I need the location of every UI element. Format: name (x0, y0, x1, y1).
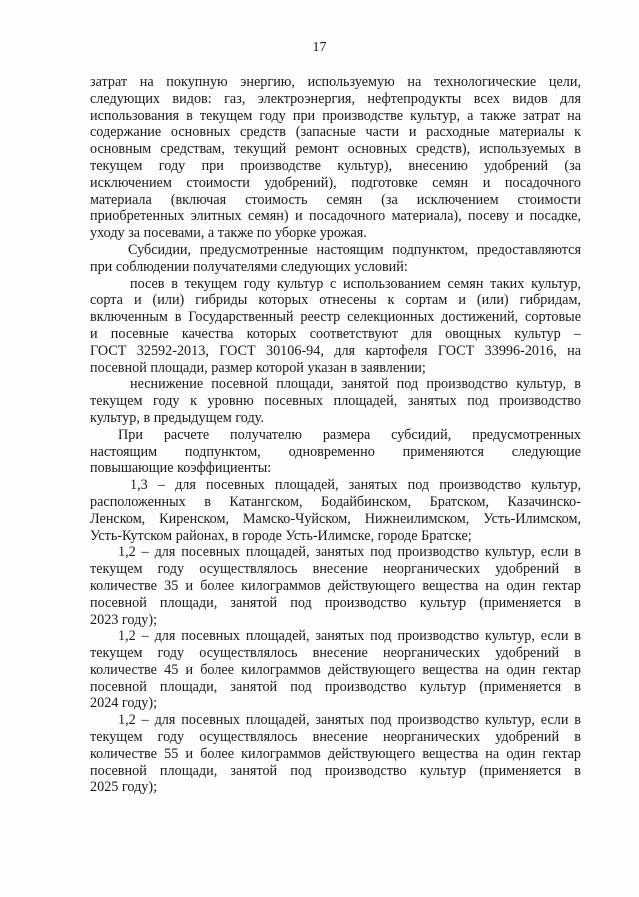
text-line: количестве 45 и более килограммов действующего вещества на один гектар (90, 661, 581, 678)
text-line: посевной площади, занятой под производство культур (применяется в (90, 678, 581, 695)
document-body (90, 74, 581, 796)
page-number: 17 (312, 40, 327, 55)
text-line: 1,3 – для посевных площадей, занятых под производство культур, (130, 477, 581, 494)
text-line: при соблюдении получателями следующих условий: (90, 258, 408, 275)
text-line: 1,2 – для посевных площадей, занятых под производство культур, если в (118, 544, 581, 561)
text-line: текущем году осуществлялось внесение неорганических удобрений в (90, 561, 581, 578)
text-line: неснижение посевной площади, занятой под производство культур, в (130, 376, 581, 393)
text-line: сорта и (или) гибриды которых отнесены к сортам и (или) гибридам, (90, 292, 581, 309)
text-line: повышающие коэффициенты: (90, 460, 272, 477)
text-line: текущем году осуществлялось внесение неорганических удобрений в (90, 645, 581, 662)
text-line: 2023 году); (90, 611, 158, 628)
text-line: и посевные качества которых соответствуют для овощных культур – (90, 325, 581, 342)
text-line: текущем году осуществлялось внесение неорганических удобрений в (90, 729, 581, 746)
text-line: 1,2 – для посевных площадей, занятых под производство культур, если в (118, 712, 581, 729)
text-line: включенным в Государственный реестр селекционных достижений, сортовые (90, 309, 581, 326)
text-line: посевной площади, занятой под производство культур (применяется в (90, 762, 581, 779)
text-line: посевной площади, размер которой указан в заявлении; (90, 359, 426, 376)
text-line: Ленском, Киренском, Мамско-Чуйском, Нижнеилимском, Усть-Илимском, (90, 510, 581, 527)
text-line: Усть-Кутском районах, в городе Усть-Илимске, городе Братске; (90, 527, 472, 544)
text-line: посевной площади, занятой под производство культур (применяется в (90, 594, 581, 611)
text-line: следующих видов: газ, электроэнергия, нефтепродукты всех видов для (90, 90, 581, 107)
text-line: уходу за посевами, а также по уборке урожая. (90, 225, 367, 242)
text-line: текущем году при производстве культур), внесению удобрений (за (90, 157, 581, 174)
text-line: текущем году к уровню посевных площадей, занятых под производство (90, 393, 581, 410)
text-line: При расчете получателю размера субсидий, предусмотренных (118, 426, 581, 443)
text-line: культур, в предыдущем году. (90, 409, 264, 426)
text-line: ГОСТ 32592-2013, ГОСТ 30106-94, для картофеля ГОСТ 33996-2016, на (90, 342, 581, 359)
text-line: 2025 году); (90, 779, 158, 796)
text-line: Субсидии, предусмотренные настоящим подпунктом, предоставляются (128, 241, 581, 258)
text-line: затрат на покупную энергию, используемую на технологические цели, (90, 74, 581, 90)
text-line: использования в текущем году при производстве культур, а также затрат на (90, 107, 581, 124)
text-line: основным средствам, текущий ремонт основных средств), используемых в (90, 141, 581, 158)
text-line: содержание основных средств (запасные части и расходные материалы к (90, 124, 581, 141)
text-line: 1,2 – для посевных площадей, занятых под производство культур, если в (118, 628, 581, 645)
text-line: 2024 году); (90, 695, 158, 712)
text-line: посев в текущем году культур с использованием семян таких культур, (130, 275, 581, 292)
text-line: количестве 35 и более килограммов действующего вещества на один гектар (90, 577, 581, 594)
text-line: исключением стоимости удобрений), подготовке семян и посадочного (90, 174, 581, 191)
text-line: приобретенных элитных семян) и посадочного материала), посеву и посадке, (90, 208, 581, 225)
text-line: настоящим подпунктом, одновременно применяются следующие (90, 443, 581, 460)
text-line: материала (включая стоимость семян (за исключением стоимости (90, 191, 581, 208)
text-line: количестве 55 и более килограммов действующего вещества на один гектар (90, 745, 581, 762)
text-line: расположенных в Катангском, Бодайбинском, Братском, Казачинско- (90, 493, 581, 510)
